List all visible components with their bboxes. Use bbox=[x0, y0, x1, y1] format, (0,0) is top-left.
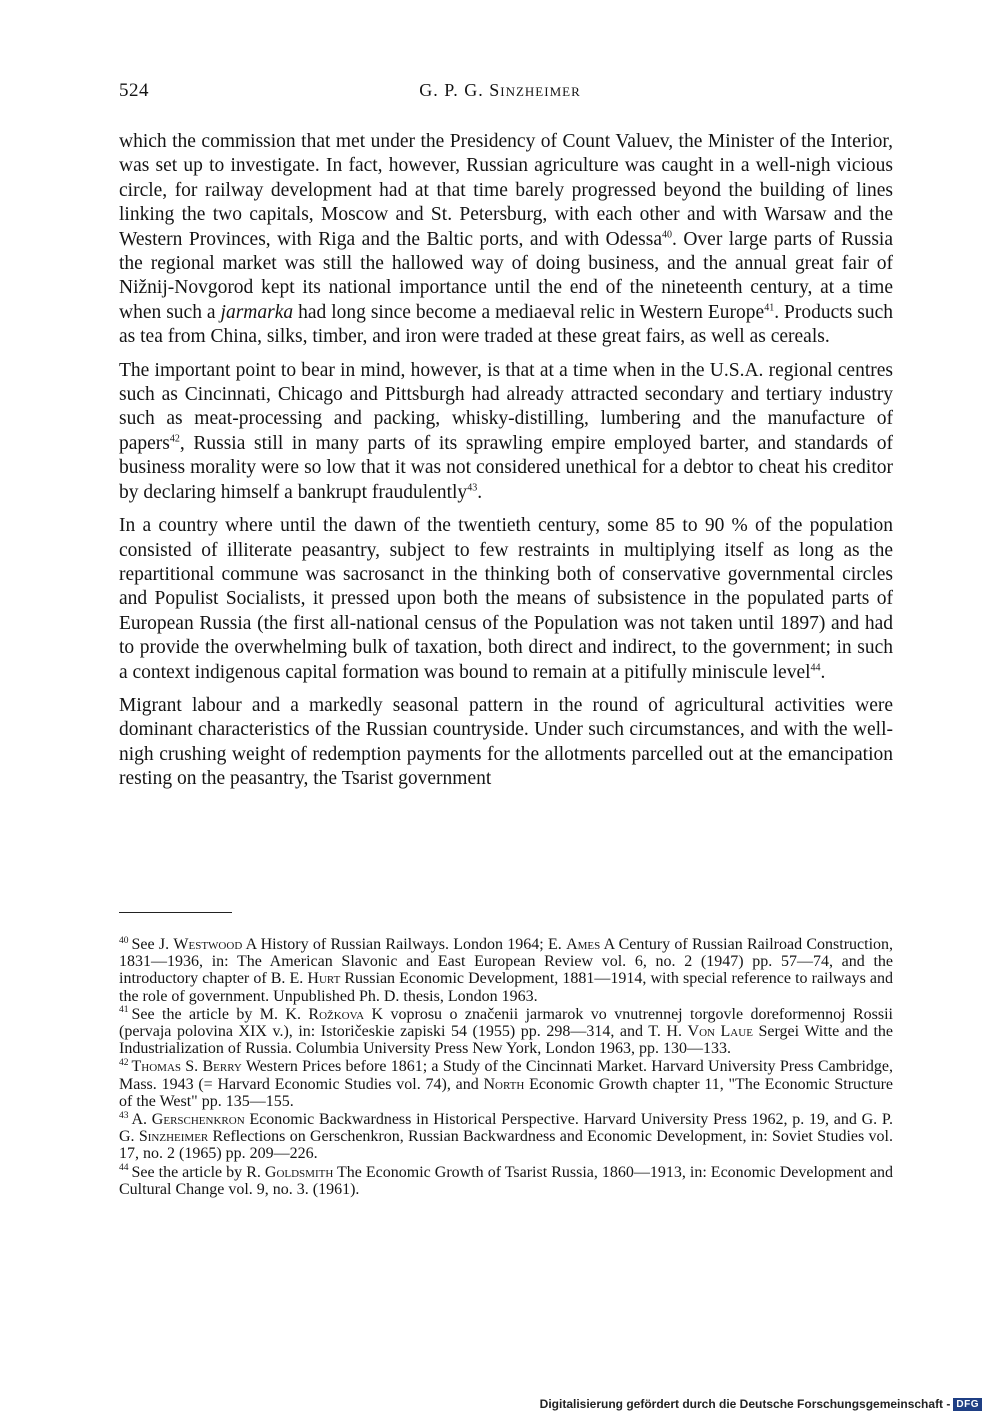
footnote-ref: 40 bbox=[662, 229, 672, 241]
running-head-name: Sinzheimer bbox=[489, 80, 581, 100]
body-paragraph bbox=[119, 130, 893, 350]
running-head bbox=[0, 80, 1000, 101]
digitization-credit-text: Digitalisierung gefördert durch die Deutsche Forschungsgemeinschaft - bbox=[539, 1397, 951, 1411]
text-run: Western Prices before 1861; a Study of the Cincinnati Market. Harvard University Press Cambridge, Mass. 1943 (= Harvard Economic Studies vol. 74), and bbox=[119, 1058, 893, 1093]
footnote-number: 43 bbox=[119, 1110, 129, 1121]
text-run: which the commission that met under the Presidency of Count Valuev, the Minister of the Interior, was set up to investigate. In fact, however, Russian agriculture was caught in a well-nigh vicious circle, for railway development had at that time barely progressed beyond the building of lines linking the two capitals, Moscow and St. Petersburg, with each other and with Warsaw and the Western Provinces, with Riga and the Baltic ports, and with Odessa bbox=[119, 131, 893, 250]
author-name: Westwood bbox=[173, 936, 243, 953]
text-run: Economic Growth chapter 11, "The Economic Structure of the West" pp. 135—155. bbox=[119, 1075, 894, 1110]
body-paragraph bbox=[119, 514, 893, 685]
footnote-divider bbox=[119, 912, 232, 913]
text-run: Russian Economic Development, 1881—1914, with special reference to railways and the role of government. Unpublished Ph. D. thesis, London 1963. bbox=[119, 970, 894, 1005]
text-run: The important point to bear in mind, however, is that at a time when in the U.S.A. regional centres such as Cincinnati, Chicago and Pittsburgh had already attracted secondary and tertiary industry such as meat-processing and packing, whisky-distilling, lumbering and the manufacture of papers bbox=[119, 359, 893, 454]
page-number: 524 bbox=[119, 80, 149, 101]
text-run: . bbox=[820, 661, 826, 683]
author-name: Von Laue bbox=[687, 1023, 753, 1041]
author-name: North bbox=[483, 1075, 525, 1093]
text-run: Reflections on Gerschenkron, Russian Backwardness and Economic Development, in: Soviet Studies vol. 17, no. 2 (1965) pp. 209—226. bbox=[119, 1128, 894, 1163]
text-run: Economic Backwardness in Historical Perspective. Harvard University Press 1962, p. 19, and G. P. G. bbox=[119, 1111, 894, 1146]
body-paragraph bbox=[119, 694, 893, 792]
footnote-ref: 43 bbox=[467, 482, 478, 494]
author-name: Goldsmith bbox=[264, 1163, 334, 1181]
text-run: See the article by R. bbox=[131, 1163, 265, 1181]
text-run: Migrant labour and a markedly seasonal pattern in the round of agricultural activities were dominant characteristics of the Russian countryside. Under such circumstances, and with the well-nigh crushing weight of redemption payments for the allotments parcelled out at the emancipation resting on the peasantry, the Tsarist government bbox=[119, 694, 893, 790]
text-run: A History of Russian Railways. London 1964; E. bbox=[242, 936, 567, 953]
footnote bbox=[119, 1111, 893, 1163]
text-run: had long since become a mediaeval relic in Western Europe bbox=[293, 301, 765, 323]
text-run: K voprosu o značenii jarmarok vo vnutrennej torgovle doreformennoj Rossii (pervaja polovina XIX v.), in: Istoričeskie zapiski 54 (1955) pp. 298—314, and T. H. bbox=[119, 1005, 893, 1041]
text-run: A. bbox=[131, 1111, 152, 1129]
text-run: . Over large parts of Russia the regional market was still the hallowed way of doing business, and the annual great fair of Nižnij-Novgorod kept its national importance until the end of the nineteenth century, at a time when such a bbox=[119, 228, 893, 323]
footnote-ref: 44 bbox=[810, 662, 821, 674]
footnote bbox=[119, 1006, 893, 1058]
footnote bbox=[119, 936, 893, 1005]
text-run: In a country where until the dawn of the twentieth century, some 85 to 90 % of the population consisted of illiterate peasantry, subject to few restraints in multiplying itself as long as the repartitional commune was sacrosanct in the thinking both of conservative governmental circles and Populist Socialists, it pressed upon both the means of subsistence in the populated parts of European Russia (the first all-national census of the Population was not taken until 1897) and had to provide the overwhelming bulk of taxation, both direct and indirect, to the government; in such a context indigenous capital formation was bound to remain at a pitifully miniscule level bbox=[119, 515, 893, 683]
author-name: Sinzheimer bbox=[138, 1128, 209, 1146]
running-head-initials: G. P. G. bbox=[419, 80, 484, 100]
author-name: Hurt bbox=[307, 970, 341, 988]
footnote-ref: 42 bbox=[169, 433, 180, 445]
text-run: . bbox=[477, 481, 483, 503]
digitization-credit bbox=[540, 1397, 982, 1411]
text-run: See J. bbox=[131, 936, 174, 953]
footnote bbox=[119, 1164, 893, 1198]
text-run: Sergei Witte and the Industrialization of Russia. Columbia University Press New York, London 1963, pp. 130—133. bbox=[119, 1023, 894, 1058]
footnote-number: 41 bbox=[119, 1005, 129, 1016]
author-name: Gerschenkron bbox=[151, 1111, 245, 1129]
text-run: The Economic Growth of Tsarist Russia, 1860—1913, in: Economic Development and Cultural Change vol. 9, no. 3. (1961). bbox=[119, 1163, 894, 1198]
text-run: See the article by M. K. bbox=[131, 1005, 309, 1023]
emphasis-text: jarmarka bbox=[220, 301, 294, 323]
author-name: Ames bbox=[566, 936, 601, 953]
body-text bbox=[119, 130, 893, 801]
text-run: A Century of Russian Railroad Construction, 1831—1936, in: The American Slavonic and East European Review vol. 6, no. 2 (1947) pp. 57—74, and the introductory chapter of B. E. bbox=[119, 936, 894, 988]
body-paragraph bbox=[119, 359, 893, 505]
footnote-ref: 41 bbox=[764, 302, 775, 314]
footnote-number: 44 bbox=[119, 1163, 129, 1174]
author-name: Rožkova bbox=[308, 1005, 365, 1023]
text-run: , Russia still in many parts of its sprawling empire employed barter, and standards of business morality were so low that it was not considered unethical for a debtor to cheat his creditor by declaring himself a bankrupt fraudulently bbox=[119, 432, 893, 503]
footnote-number: 42 bbox=[119, 1058, 129, 1069]
footnote bbox=[119, 1058, 893, 1110]
text-run: . Products such as tea from China, silks, timber, and iron were traded at these great fairs, as well as cereals. bbox=[119, 301, 894, 348]
footnotes bbox=[119, 936, 893, 1199]
author-name: Thomas S. Berry bbox=[131, 1058, 242, 1076]
footnote-number: 40 bbox=[119, 935, 129, 946]
dfg-logo-icon: DFG bbox=[953, 1398, 982, 1411]
